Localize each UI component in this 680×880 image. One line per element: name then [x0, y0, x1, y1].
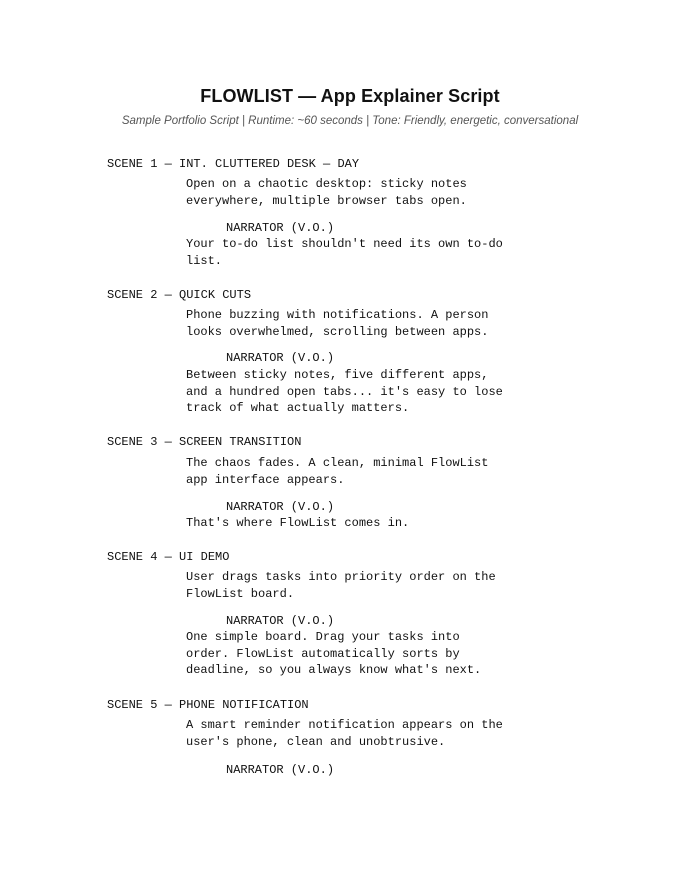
script-subtitle: Sample Portfolio Script | Runtime: ~60 seconds | Tone: Friendly, energetic, conversational [121, 115, 579, 127]
scene-4-dialogue: One simple board. Drag your tasks into order. FlowList automatically sorts by deadline, so you always know what's next. [186, 630, 482, 677]
scene-1-action: Open on a chaotic desktop: sticky notes everywhere, multiple browser tabs open. [186, 177, 467, 208]
scene-4-action: User drags tasks into priority order on the FlowList board. [186, 570, 496, 601]
scene-2-character: NARRATOR (V.O.) [226, 351, 335, 365]
scene-3-heading: SCENE 3 — SCREEN TRANSITION [107, 435, 302, 449]
scene-3-action: The chaos fades. A clean, minimal FlowList app interface appears. [186, 456, 489, 487]
scene-3-dialogue: That's where FlowList comes in. [186, 516, 410, 530]
scene-4-character: NARRATOR (V.O.) [226, 614, 335, 628]
scene-5-heading: SCENE 5 — PHONE NOTIFICATION [107, 698, 309, 712]
script-title: FLOWLIST — App Explainer Script [200, 86, 500, 106]
scene-1-dialogue: Your to-do list shouldn't need its own to-do list. [186, 237, 503, 268]
scene-5-action: A smart reminder notification appears on the user's phone, clean and unobtrusive. [186, 718, 503, 749]
scene-3-character: NARRATOR (V.O.) [226, 500, 335, 514]
scene-1-heading: SCENE 1 — INT. CLUTTERED DESK — DAY [107, 157, 360, 171]
scene-5-character: NARRATOR (V.O.) [226, 763, 335, 777]
scene-2-dialogue: Between sticky notes, five different apps, and a hundred open tabs... it's easy to lose track of what actually matters. [186, 368, 503, 415]
scene-2-action: Phone buzzing with notifications. A person looks overwhelmed, scrolling between apps. [186, 308, 489, 339]
scene-4-heading: SCENE 4 — UI DEMO [107, 550, 230, 564]
scene-2-heading: SCENE 2 — QUICK CUTS [107, 288, 252, 302]
scene-1-character: NARRATOR (V.O.) [226, 221, 335, 235]
